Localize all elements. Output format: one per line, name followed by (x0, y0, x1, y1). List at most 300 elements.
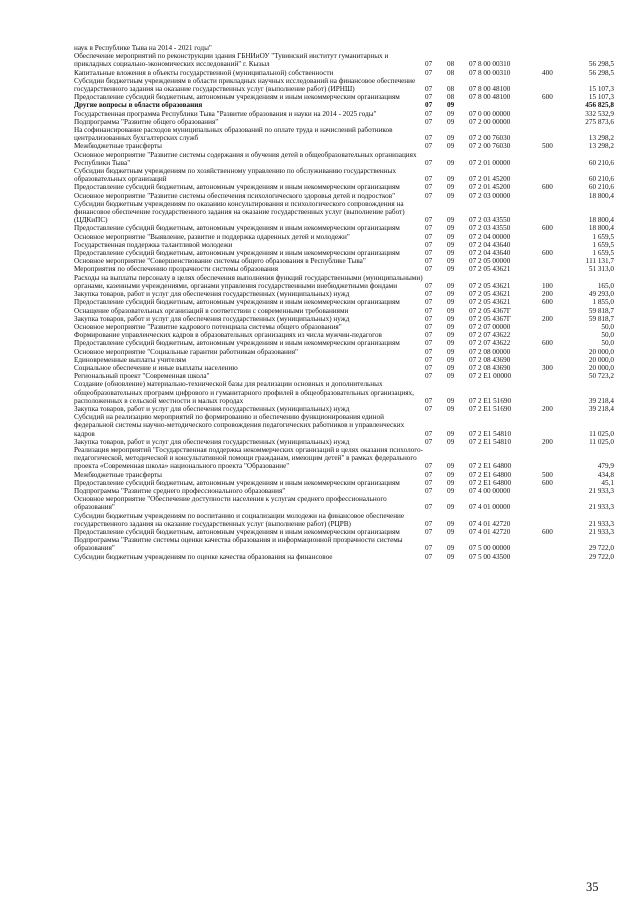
amount-cell: 111 131,7 (585, 257, 614, 266)
amount-cell: 60 210,6 (588, 158, 614, 167)
amount-cell: 45,1 (601, 478, 614, 487)
target-article-cell: 07 2 E1 51690 (469, 404, 512, 413)
amount-cell: 50,0 (601, 331, 614, 340)
section-code-cell: 07 (425, 257, 433, 266)
row-name-cell: Закупка товаров, работ и услуг для обеспечения государственных (муниципальных) нужд (74, 290, 350, 299)
row-name-cell: Оснащение образовательных организаций в соответствии с современными требованиями (74, 306, 349, 315)
target-article-cell: 07 2 08 43690 (469, 355, 511, 364)
section-code-cell: 07 (425, 314, 433, 323)
amount-cell: 332 532,9 (585, 109, 614, 118)
section-code-cell: 07 (425, 552, 433, 561)
expense-type-cell (542, 126, 570, 142)
table-row (74, 101, 614, 109)
row-name-cell: На софинансирование расходов муниципальных образований по оплате труда и начислений работников централизованных бухгалтерских служб (74, 126, 393, 143)
section-code-cell: 07 (425, 347, 433, 356)
table-row (74, 265, 614, 273)
subsection-code-cell: 09 (447, 216, 455, 225)
row-name-cell: Предоставление субсидий бюджетным, автономным учреждениям и иным некоммерческим организациям (74, 224, 400, 233)
subsection-code-cell: 09 (447, 306, 455, 315)
expense-type-cell (542, 167, 570, 183)
target-article-cell: 07 2 00 00000 (469, 117, 511, 126)
expense-type-cell: 600 (542, 478, 553, 487)
row-name-cell: Предоставление субсидий бюджетным, автономным учреждениям и иным некоммерческим организациям (74, 298, 400, 307)
expense-type-cell: 600 (542, 298, 553, 307)
amount-cell: 13 298,2 (588, 142, 614, 151)
section-code-cell: 07 (425, 191, 433, 200)
amount-cell: 56 298,5 (588, 68, 614, 77)
amount-cell: 479,9 (597, 462, 614, 471)
subsection-code-cell: 08 (447, 93, 455, 102)
table-row (74, 339, 614, 347)
expense-type-cell (542, 413, 570, 438)
expense-type-cell: 200 (542, 314, 553, 323)
amount-cell: 49 293,0 (588, 290, 614, 299)
subsection-code-cell: 09 (447, 462, 455, 471)
amount-cell: 18 800,4 (588, 191, 614, 200)
target-article-cell: 07 2 05 43621 (469, 265, 511, 274)
section-code-cell: 07 (425, 404, 433, 413)
amount-cell: 29 722,0 (588, 552, 614, 561)
target-article-cell: 07 2 03 43550 (469, 224, 511, 233)
row-name-cell: Предоставление субсидий бюджетным, автономным учреждениям и иным некоммерческим организациям (74, 339, 400, 348)
target-article-cell: 07 2 05 00000 (469, 257, 511, 266)
target-article-cell: 07 2 E1 51690 (469, 396, 512, 405)
table-row (74, 274, 614, 290)
amount-cell: 18 800,4 (588, 224, 614, 233)
subsection-code-cell: 09 (447, 117, 455, 126)
table-row (74, 290, 614, 298)
amount-cell: 1 659,5 (592, 232, 614, 241)
target-article-cell: 07 2 00 76030 (469, 134, 511, 143)
table-row (74, 52, 614, 68)
amount-cell: 11 025,0 (589, 437, 614, 446)
target-article-cell: 07 2 E1 54810 (469, 437, 512, 446)
table-row (74, 380, 614, 405)
target-article-cell: 07 2 05 43621 (469, 290, 511, 299)
target-article-cell: 07 2 E1 64800 (469, 462, 512, 471)
amount-cell: 59 818,7 (588, 306, 614, 315)
table-row (74, 315, 614, 323)
row-name-cell: Субсидии бюджетным учреждениям по воспитанию и социализации молодежи на финансовое обеспечение государственного задания на оказание государственных услуг (выполнение работ) (РЦРВ) (74, 511, 405, 528)
target-article-cell: 07 2 E1 00000 (469, 372, 512, 381)
subsection-code-cell: 09 (447, 183, 455, 192)
table-row (74, 200, 614, 225)
table-row (74, 142, 614, 150)
table-row (74, 446, 614, 471)
expense-type-cell: 200 (542, 437, 553, 446)
target-article-cell: 07 2 E1 64800 (469, 478, 512, 487)
row-name-cell: Межбюджетные трансферты (74, 142, 162, 151)
target-article-cell: 07 2 07 43622 (469, 339, 511, 348)
table-row (74, 183, 614, 191)
table-row (74, 307, 614, 315)
row-name-cell: Другие вопросы в области образования (74, 101, 203, 110)
subsection-code-cell: 09 (447, 134, 455, 143)
amount-cell: 1 659,5 (592, 240, 614, 249)
section-code-cell: 07 (425, 134, 433, 143)
amount-cell: 29 722,0 (588, 544, 614, 553)
section-code-cell: 07 (425, 175, 433, 184)
table-row (74, 356, 614, 364)
row-name-cell: Основное мероприятие "Развитие системы обеспечения психологического здоровья детей и подростков" (74, 191, 396, 200)
expense-type-cell (542, 52, 570, 68)
row-name-cell: Субсидии бюджетным учреждениям по хозяйственному управлению по обслуживанию государственных образовательных организаций (74, 167, 397, 184)
section-code-cell: 07 (425, 363, 433, 372)
target-article-cell: 07 2 08 43690 (469, 363, 511, 372)
row-name-cell: Государственная поддержка талантливой молодежи (74, 240, 233, 249)
section-code-cell: 07 (425, 93, 433, 102)
row-name-cell: Обеспечение мероприятий по реконструкции здания ГБНИиОУ "Тувинский институт гуманитарных и прикладных социально-экономических исследований" г. Кызыл (74, 52, 389, 69)
amount-cell: 1 855,0 (592, 298, 614, 307)
row-name-cell: Основное мероприятие "Совершенствование системы общего образования в Республике Тыва" (74, 257, 366, 266)
subsection-code-cell: 09 (447, 355, 455, 364)
expense-type-cell: 600 (542, 339, 553, 348)
table-row (74, 323, 614, 331)
row-name-cell: Мероприятия по обеспечению прозрачности системы образования (74, 265, 279, 274)
row-name-cell: Подпрограмма "Развитие системы оценки качества образования и информационной прозрачности системы образования" (74, 536, 403, 553)
amount-cell: 59 818,7 (588, 314, 614, 323)
target-article-cell: 07 2 05 4367Г (469, 306, 511, 315)
expense-type-cell (542, 44, 570, 52)
section-code-cell: 07 (425, 470, 433, 479)
section-code-cell: 07 (425, 298, 433, 307)
subsection-code-cell: 09 (447, 527, 455, 536)
target-article-cell: 07 2 07 00000 (469, 322, 511, 331)
row-name-cell: Субсидии бюджетным учреждениям в области прикладных научных исследований на финансовое обеспечение государственного задания на оказание государственных услуг (выполнение работ) (ИРНШ) (74, 76, 416, 94)
row-name-cell: Субсидий на реализацию мероприятий по формированию и обеспечению функционирования единой федеральной системы научно-методического сопровождения педагогических работников и управленческих кадров (74, 413, 405, 438)
table-row (74, 298, 614, 306)
section-code-cell: 07 (425, 183, 433, 192)
amount-cell: 21 933,3 (588, 503, 614, 512)
section-code-cell: 07 (425, 290, 433, 299)
subsection-code-cell: 09 (447, 396, 455, 405)
section-code-cell: 07 (425, 331, 433, 340)
amount-cell: 275 873,6 (585, 117, 614, 126)
row-name-cell: Закупка товаров, работ и услуг для обеспечения государственных (муниципальных) нужд (74, 437, 350, 446)
subsection-code-cell: 09 (447, 314, 455, 323)
expense-type-cell (542, 553, 570, 561)
section-code-cell: 07 (425, 486, 433, 495)
target-article-cell: 07 2 05 4367Г (469, 314, 511, 323)
section-code-cell: 07 (425, 462, 433, 471)
amount-cell: 1 659,5 (592, 249, 614, 258)
target-article-cell: 07 2 04 00000 (469, 232, 511, 241)
table-row (74, 167, 614, 183)
target-article-cell: 07 8 00 00310 (469, 60, 511, 69)
subsection-code-cell: 09 (447, 240, 455, 249)
row-name-cell: Основное мероприятие "Развитие кадрового потенциала системы общего образования" (74, 322, 342, 331)
target-article-cell: 07 2 08 00000 (469, 347, 511, 356)
table-row (74, 528, 614, 536)
amount-cell: 456 825,8 (585, 101, 614, 110)
table-row (74, 257, 614, 265)
subsection-code-cell: 09 (447, 372, 455, 381)
table-row (74, 77, 614, 93)
table-row (74, 348, 614, 356)
table-row (74, 93, 614, 101)
subsection-code-cell: 09 (447, 290, 455, 299)
expense-type-cell (542, 512, 570, 528)
expense-type-cell (542, 118, 570, 126)
expense-type-cell (542, 265, 570, 273)
amount-cell: 50,0 (601, 339, 614, 348)
row-name-cell: Предоставление субсидий бюджетным, автономным учреждениям и иным некоммерческим организациям (74, 478, 400, 487)
section-code-cell: 07 (425, 527, 433, 536)
amount-cell: 15 107,3 (588, 93, 614, 102)
row-name-cell: Формирование управленческих кадров в образовательных организациях из числа мужчин-педагогов (74, 331, 382, 340)
expense-type-cell: 400 (542, 68, 553, 77)
row-name-cell: Закупка товаров, работ и услуг для обеспечения государственных (муниципальных) нужд (74, 404, 350, 413)
row-name-cell: Предоставление субсидий бюджетным, автономным учреждениям и иным некоммерческим организациям (74, 93, 400, 102)
target-article-cell: 07 0 00 00000 (469, 109, 511, 118)
section-code-cell: 07 (425, 478, 433, 487)
target-article-cell: 07 4 01 42720 (469, 527, 511, 536)
expense-type-cell (542, 536, 570, 552)
row-name-cell: Региональный проект "Современная школа" (74, 372, 210, 381)
row-name-cell: Субсидии бюджетным учреждениям по оказанию консультирования и психологического сопровождения на финансовое обеспечение государственного задания на оказание государственных услуг (выполнение работ) (ЦДКиПС) (74, 199, 405, 225)
section-code-cell: 07 (425, 240, 433, 249)
subsection-code-cell: 09 (447, 331, 455, 340)
expense-type-cell (542, 380, 570, 405)
expense-type-cell (542, 241, 570, 249)
section-code-cell: 07 (425, 158, 433, 167)
amount-cell: 50 723,2 (588, 372, 614, 381)
section-code-cell: 07 (425, 249, 433, 258)
table-row (74, 192, 614, 200)
expense-type-cell (542, 323, 570, 331)
section-code-cell: 07 (425, 232, 433, 241)
amount-cell: 50,0 (601, 322, 614, 331)
row-name-cell: Межбюджетные трансферты (74, 470, 162, 479)
budget-table-body (74, 44, 614, 561)
section-code-cell: 07 (425, 224, 433, 233)
target-article-cell: 07 2 E1 64800 (469, 470, 512, 479)
target-article-cell (469, 44, 542, 52)
subsection-code-cell: 09 (447, 158, 455, 167)
subsection-code-cell: 09 (447, 470, 455, 479)
page-number: 35 (586, 880, 599, 894)
expense-type-cell (542, 356, 570, 364)
expense-type-cell (542, 233, 570, 241)
target-article-cell: 07 2 01 45200 (469, 183, 511, 192)
amount-cell: 434,8 (597, 470, 614, 479)
table-row (74, 151, 614, 167)
section-code-cell: 07 (425, 60, 433, 69)
expense-type-cell: 500 (542, 142, 553, 151)
subsection-code-cell: 09 (447, 404, 455, 413)
expense-type-cell: 500 (542, 470, 553, 479)
section-code-cell (425, 44, 447, 52)
section-code-cell: 07 (425, 306, 433, 315)
target-article-cell: 07 8 00 48100 (469, 93, 511, 102)
section-code-cell: 07 (425, 117, 433, 126)
target-article-cell: 07 5 00 00000 (469, 544, 511, 553)
section-code-cell: 07 (425, 281, 433, 290)
table-row (74, 110, 614, 118)
row-name-cell: наук в Республике Тыва на 2014 - 2021 годы" (74, 44, 212, 52)
budget-table (74, 44, 614, 561)
target-article-cell: 07 2 04 43640 (469, 240, 511, 249)
subsection-code-cell: 08 (447, 85, 455, 94)
subsection-code-cell: 09 (447, 101, 455, 110)
section-code-cell: 07 (425, 68, 433, 77)
expense-type-cell: 200 (542, 404, 553, 413)
subsection-code-cell: 09 (447, 249, 455, 258)
subsection-code-cell: 09 (447, 281, 455, 290)
expense-type-cell: 600 (542, 249, 553, 258)
subsection-code-cell: 09 (447, 429, 455, 438)
subsection-code-cell: 09 (447, 363, 455, 372)
row-name-cell: Создание (обновление) материально-технической базы для реализации основных и дополнительных общеобразовательных программ цифрового и гуманитарного профилей в общеобразовательных организациях, расположенных в сельской местности и малых городах (74, 380, 414, 405)
section-code-cell: 07 (425, 109, 433, 118)
section-code-cell: 07 (425, 396, 433, 405)
subsection-code-cell: 09 (447, 191, 455, 200)
subsection-code-cell (447, 44, 469, 52)
expense-type-cell: 300 (542, 363, 553, 372)
section-code-cell: 07 (425, 339, 433, 348)
subsection-code-cell: 09 (447, 109, 455, 118)
target-article-cell: 07 4 01 42720 (469, 519, 511, 528)
expense-type-cell (542, 348, 570, 356)
table-row (74, 224, 614, 232)
row-name-cell: Основное мероприятие "Социальные гарантии работникам образования" (74, 347, 298, 356)
section-code-cell: 07 (425, 85, 433, 94)
amount-cell (570, 44, 614, 52)
row-name-cell: Единовременные выплаты учителям (74, 355, 187, 364)
target-article-cell: 07 4 00 00000 (469, 486, 511, 495)
target-article-cell: 07 2 07 43622 (469, 331, 511, 340)
amount-cell: 13 298,2 (588, 134, 614, 143)
table-row (74, 364, 614, 372)
target-article-cell: 07 2 01 00000 (469, 158, 511, 167)
target-article-cell: 07 2 05 43621 (469, 281, 511, 290)
subsection-code-cell: 09 (447, 347, 455, 356)
amount-cell: 60 210,6 (588, 175, 614, 184)
table-row (74, 249, 614, 257)
expense-type-cell (542, 495, 570, 511)
table-row (74, 241, 614, 249)
target-article-cell: 07 2 E1 54810 (469, 429, 512, 438)
expense-type-cell (542, 200, 570, 225)
expense-type-cell: 600 (542, 224, 553, 233)
expense-type-cell: 600 (542, 93, 553, 102)
expense-type-cell (542, 487, 570, 495)
table-row (74, 479, 614, 487)
row-name-cell: Капитальные вложения в объекты государственной (муниципальной) собственности (74, 68, 334, 77)
expense-type-cell (542, 101, 570, 109)
row-name-cell: Подпрограмма "Развитие общего образования" (74, 117, 219, 126)
amount-cell: 20 000,0 (588, 363, 614, 372)
target-article-cell: 07 2 04 43640 (469, 249, 511, 258)
section-code-cell: 07 (425, 355, 433, 364)
amount-cell: 165,0 (597, 281, 614, 290)
row-name-cell: Закупка товаров, работ и услуг для обеспечения государственных (муниципальных) нужд (74, 314, 350, 323)
amount-cell: 39 218,4 (588, 404, 614, 413)
subsection-code-cell: 09 (447, 544, 455, 553)
table-row (74, 126, 614, 142)
expense-type-cell (542, 77, 570, 93)
target-article-cell: 07 2 03 43550 (469, 216, 511, 225)
amount-cell: 56 298,5 (588, 60, 614, 69)
amount-cell: 15 107,3 (588, 85, 614, 94)
table-row (74, 405, 614, 413)
subsection-code-cell: 09 (447, 519, 455, 528)
row-name-cell: Государственная программа Республики Тыва "Развитие образования и науки на 2014 - 2025 годы" (74, 109, 377, 118)
amount-cell: 20 000,0 (588, 355, 614, 364)
section-code-cell: 07 (425, 429, 433, 438)
row-name-cell: Субсидии бюджетным учреждениям по оценке качества образования на финансовое (74, 552, 333, 561)
amount-cell: 21 933,3 (588, 519, 614, 528)
row-name-cell: Социальное обеспечение и иные выплаты населению (74, 363, 238, 372)
subsection-code-cell: 09 (447, 265, 455, 274)
expense-type-cell (542, 372, 570, 380)
table-row (74, 331, 614, 339)
table-row (74, 118, 614, 126)
subsection-code-cell: 09 (447, 437, 455, 446)
subsection-code-cell: 09 (447, 175, 455, 184)
subsection-code-cell: 09 (447, 298, 455, 307)
subsection-code-cell: 09 (447, 503, 455, 512)
row-name-cell: Расходы на выплаты персоналу в целях обеспечения выполнения функций государственными (муниципальными) органами, казенными учреждениями, органами управления государственными внебюджетными фондами (74, 273, 423, 290)
amount-cell: 60 210,6 (588, 183, 614, 192)
section-code-cell: 07 (425, 437, 433, 446)
subsection-code-cell: 09 (447, 232, 455, 241)
row-name-cell: Основное мероприятие "Обеспечение доступности населения к услугам среднего профессионального образования" (74, 495, 387, 512)
table-row (74, 44, 614, 52)
table-row (74, 495, 614, 511)
row-name-cell: Подпрограмма "Развитие среднего профессионального образования" (74, 486, 286, 495)
subsection-code-cell: 09 (447, 339, 455, 348)
subsection-code-cell: 09 (447, 322, 455, 331)
target-article-cell: 07 2 03 00000 (469, 191, 511, 200)
section-code-cell: 07 (425, 216, 433, 225)
expense-type-cell (542, 151, 570, 167)
target-article-cell: 07 5 00 43500 (469, 552, 511, 561)
table-row (74, 413, 614, 438)
target-article-cell: 07 2 05 43621 (469, 298, 511, 307)
subsection-code-cell: 09 (447, 486, 455, 495)
table-row (74, 372, 614, 380)
target-article-cell: 07 2 00 76030 (469, 142, 511, 151)
expense-type-cell (542, 110, 570, 118)
amount-cell: 20 000,0 (588, 347, 614, 356)
section-code-cell: 07 (425, 322, 433, 331)
expense-type-cell: 600 (542, 527, 553, 536)
row-name-cell: Реализация мероприятий "Государственная поддержка некоммерческих организаций в целях оказания психолого-педагогической, методической и консультативной помощи гражданам, имеющим детей" в рамках федерального проекта «Современная школа» национального проекта "Образование" (74, 445, 424, 471)
target-article-cell (469, 101, 542, 109)
target-article-cell: 07 8 00 48100 (469, 85, 511, 94)
subsection-code-cell: 09 (447, 142, 455, 151)
row-name-cell: Предоставление субсидий бюджетным, автономным учреждениям и иным некоммерческим организациям (74, 527, 400, 536)
row-name-cell: Предоставление субсидий бюджетным, автономным учреждениям и иным некоммерческим организациям (74, 249, 400, 258)
table-row (74, 438, 614, 446)
table-row (74, 69, 614, 77)
section-code-cell: 07 (425, 519, 433, 528)
subsection-code-cell: 09 (447, 224, 455, 233)
subsection-code-cell: 09 (447, 478, 455, 487)
expense-type-cell: 100 (542, 281, 553, 290)
amount-cell: 11 025,0 (589, 429, 614, 438)
table-row (74, 233, 614, 241)
target-article-cell: 07 4 01 00000 (469, 503, 511, 512)
amount-cell: 39 218,4 (588, 396, 614, 405)
amount-cell: 18 800,4 (588, 216, 614, 225)
row-name-cell: Предоставление субсидий бюджетным, автономным учреждениям и иным некоммерческим организациям (74, 183, 400, 192)
amount-cell: 51 313,0 (588, 265, 614, 274)
amount-cell: 21 933,3 (588, 486, 614, 495)
row-name-cell: Основное мероприятие "Выявление, развитие и поддержка одаренных детей и молодежи" (74, 232, 350, 241)
expense-type-cell: 200 (542, 290, 553, 299)
